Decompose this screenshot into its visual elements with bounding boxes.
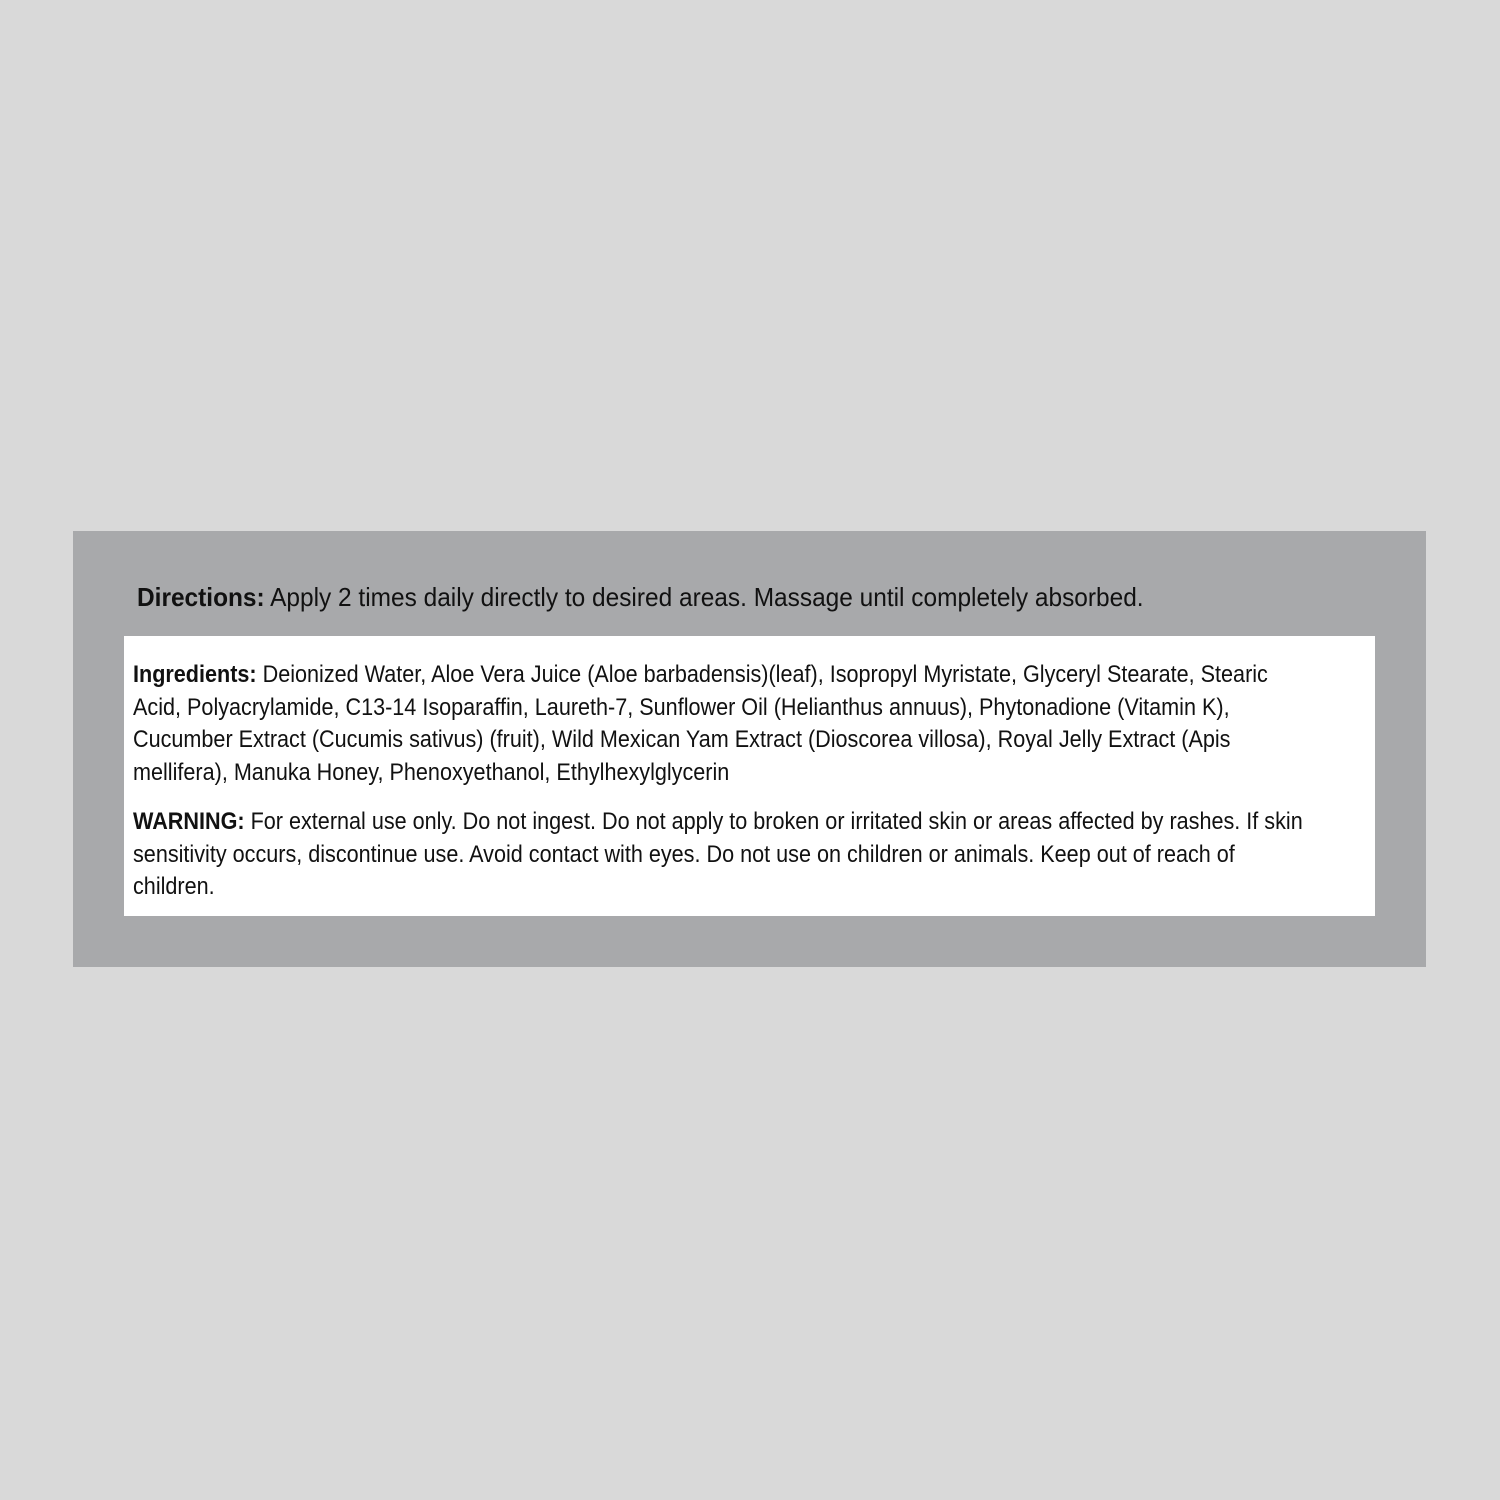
ingredients-line-3: Cucumber Extract (Cucumis sativus) (fruit), Wild Mexican Yam Extract (Dioscorea villosa), Royal Jelly Extract (Apis bbox=[133, 726, 1231, 753]
directions-label: Directions: bbox=[137, 582, 265, 612]
warning-label: WARNING: bbox=[133, 808, 245, 835]
ingredients-line-2: Acid, Polyacrylamide, C13-14 Isoparaffin, Laureth-7, Sunflower Oil (Helianthus annuus), Phytonadione (Vitamin K), bbox=[133, 693, 1230, 721]
directions-line bbox=[137, 579, 1321, 615]
warning-paragraph bbox=[133, 806, 1321, 904]
ingredients-warning-box bbox=[124, 636, 1375, 916]
product-label-panel bbox=[73, 531, 1426, 967]
warning-line-3: children. bbox=[133, 873, 215, 900]
directions-text: Apply 2 times daily directly to desired areas. Massage until completely absorbed. bbox=[264, 582, 1144, 612]
ingredients-paragraph bbox=[133, 659, 1321, 789]
warning-line-2: sensitivity occurs, discontinue use. Avoid contact with eyes. Do not use on children or animals. Keep out of reach of bbox=[133, 840, 1235, 868]
ingredients-label: Ingredients: bbox=[133, 661, 257, 688]
ingredients-line-4: mellifera), Manuka Honey, Phenoxyethanol, Ethylhexylglycerin bbox=[133, 758, 730, 786]
ingredients-line-1: Deionized Water, Aloe Vera Juice (Aloe barbadensis)(leaf), Isopropyl Myristate, Glyceryl Stearate, Stearic bbox=[256, 661, 1268, 688]
warning-line-1: For external use only. Do not ingest. Do not apply to broken or irritated skin or areas affected by rashes. If skin bbox=[244, 808, 1303, 835]
